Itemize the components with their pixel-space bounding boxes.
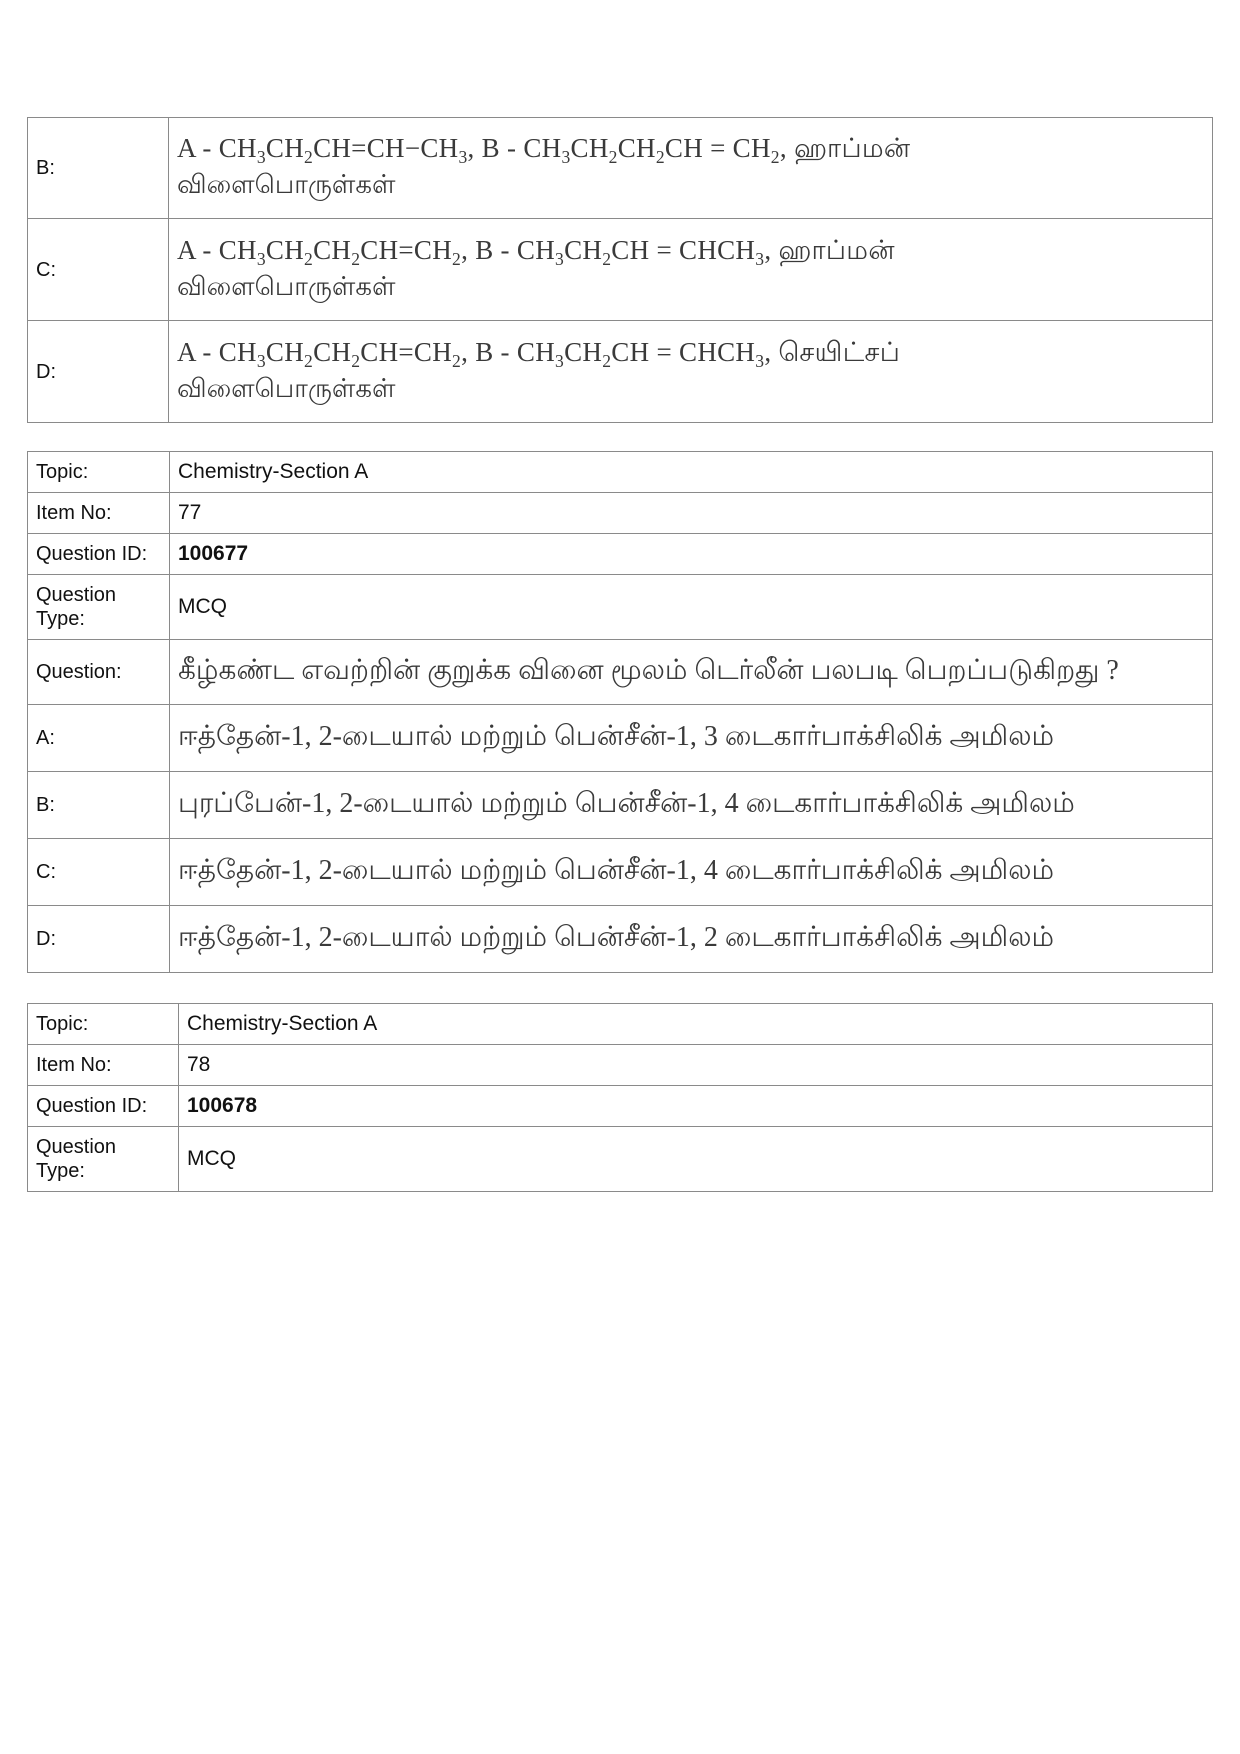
- question-id-label: Question ID:: [28, 1086, 179, 1127]
- formula-text: , செயிட்சப்: [764, 336, 901, 367]
- formula-subscript: 3: [256, 147, 266, 167]
- question-id-row: [28, 534, 1213, 575]
- formula-text: CH=CH−CH: [313, 133, 459, 163]
- formula-caption: விளைபொருள்கள்: [177, 271, 396, 301]
- formula-text: CH: [265, 133, 304, 163]
- formula-subscript: 2: [452, 248, 462, 269]
- option-row-c: [28, 219, 1213, 321]
- formula-subscript: 2: [608, 147, 618, 167]
- formula-subscript: 2: [351, 350, 361, 371]
- topic-row: [28, 452, 1213, 493]
- formula-text: CH=CH: [360, 336, 453, 367]
- formula-line: [177, 133, 1204, 168]
- option-row-d: [28, 321, 1213, 423]
- topic-row: [28, 1004, 1213, 1045]
- question-id-value: 100678: [179, 1086, 1213, 1127]
- item-no-label: Item No:: [28, 1045, 179, 1086]
- option-label: B:: [28, 772, 170, 839]
- formula-text: A - CH: [177, 336, 257, 367]
- formula-text: , B - CH: [461, 234, 556, 265]
- option-row-b: [28, 772, 1213, 839]
- question-77-table: [27, 451, 1213, 973]
- question-id-label: Question ID:: [28, 534, 170, 575]
- formula-text: CH=CH: [360, 234, 453, 265]
- option-text: ஈத்தேன்-1, 2-டையால் மற்றும் பென்சீன்-1, 3 டைகார்பாக்சிலிக் அமிலம்: [170, 705, 1213, 772]
- question-78-table: [27, 1003, 1213, 1192]
- option-text: [169, 321, 1213, 423]
- item-no-label: Item No:: [28, 493, 170, 534]
- formula-subscript: 2: [655, 147, 665, 167]
- formula-caption: விளைபொருள்கள்: [177, 373, 396, 403]
- formula-subscript: 3: [561, 147, 571, 167]
- question-type-row: [28, 575, 1213, 640]
- question-type-label: Question Type:: [28, 1127, 179, 1192]
- formula-line: [177, 337, 1204, 372]
- question-id-value: 100677: [170, 534, 1213, 575]
- item-no-row: [28, 493, 1213, 534]
- item-no-value: 78: [179, 1045, 1213, 1086]
- previous-question-options-table: [27, 117, 1213, 423]
- question-text: கீழ்கண்ட எவற்றின் குறுக்க வினை மூலம் டெர்லீன் பலபடி பெறப்படுகிறது ?: [170, 640, 1213, 705]
- option-row-c: [28, 839, 1213, 906]
- formula-subscript: 2: [351, 248, 361, 269]
- option-label: C:: [28, 219, 169, 321]
- option-label: D:: [28, 321, 169, 423]
- formula-text: CH: [564, 336, 603, 367]
- formula-text: , B - CH: [467, 133, 562, 163]
- formula-subscript: 3: [755, 350, 765, 371]
- formula-text: , B - CH: [461, 336, 556, 367]
- formula-subscript: 2: [304, 350, 314, 371]
- question-type-value: MCQ: [179, 1127, 1213, 1192]
- question-type-value: MCQ: [170, 575, 1213, 640]
- formula-subscript: 3: [755, 248, 765, 269]
- question-row: [28, 640, 1213, 705]
- formula-subscript: 2: [452, 350, 462, 371]
- option-text: [169, 219, 1213, 321]
- formula-subscript: 3: [555, 248, 565, 269]
- formula-subscript: 3: [256, 248, 266, 269]
- option-row-d: [28, 906, 1213, 973]
- option-row-a: [28, 705, 1213, 772]
- formula-text: CH: [570, 133, 609, 163]
- formula-text: , ஹாப்மன்: [779, 133, 911, 163]
- formula-subscript: 3: [458, 147, 468, 167]
- formula-subscript: 2: [770, 147, 780, 167]
- option-text: ஈத்தேன்-1, 2-டையால் மற்றும் பென்சீன்-1, 4 டைகார்பாக்சிலிக் அமிலம்: [170, 839, 1213, 906]
- question-label: Question:: [28, 640, 170, 705]
- formula-text: , ஹாப்மன்: [764, 234, 895, 265]
- formula-text: CH = CHCH: [611, 336, 756, 367]
- formula-subscript: 2: [602, 350, 612, 371]
- formula-text: CH: [617, 133, 656, 163]
- option-label: D:: [28, 906, 170, 973]
- question-id-row: [28, 1086, 1213, 1127]
- topic-label: Topic:: [28, 1004, 179, 1045]
- formula-text: CH = CH: [664, 133, 771, 163]
- formula-caption: விளைபொருள்கள்: [177, 170, 396, 199]
- formula-subscript: 2: [304, 248, 314, 269]
- formula-subscript: 3: [555, 350, 565, 371]
- formula-text: CH: [313, 336, 352, 367]
- topic-value: Chemistry-Section A: [179, 1004, 1213, 1045]
- item-no-row: [28, 1045, 1213, 1086]
- formula-line: [177, 235, 1204, 270]
- option-label: C:: [28, 839, 170, 906]
- formula-text: CH: [265, 234, 304, 265]
- formula-text: A - CH: [177, 133, 257, 163]
- option-text: [169, 118, 1213, 219]
- formula-text: A - CH: [177, 234, 257, 265]
- formula-text: CH: [265, 336, 304, 367]
- formula-text: CH: [313, 234, 352, 265]
- formula-text: CH = CHCH: [611, 234, 756, 265]
- question-type-row: [28, 1127, 1213, 1192]
- formula-subscript: 2: [304, 147, 314, 167]
- topic-label: Topic:: [28, 452, 170, 493]
- formula-text: CH: [564, 234, 603, 265]
- formula-subscript: 2: [602, 248, 612, 269]
- option-label: B:: [28, 118, 169, 219]
- topic-value: Chemistry-Section A: [170, 452, 1213, 493]
- option-text: ஈத்தேன்-1, 2-டையால் மற்றும் பென்சீன்-1, 2 டைகார்பாக்சிலிக் அமிலம்: [170, 906, 1213, 973]
- option-text: புரப்பேன்-1, 2-டையால் மற்றும் பென்சீன்-1, 4 டைகார்பாக்சிலிக் அமிலம்: [170, 772, 1213, 839]
- question-type-label: Question Type:: [28, 575, 170, 640]
- option-row-b: [28, 118, 1213, 219]
- item-no-value: 77: [170, 493, 1213, 534]
- formula-subscript: 3: [256, 350, 266, 371]
- option-label: A:: [28, 705, 170, 772]
